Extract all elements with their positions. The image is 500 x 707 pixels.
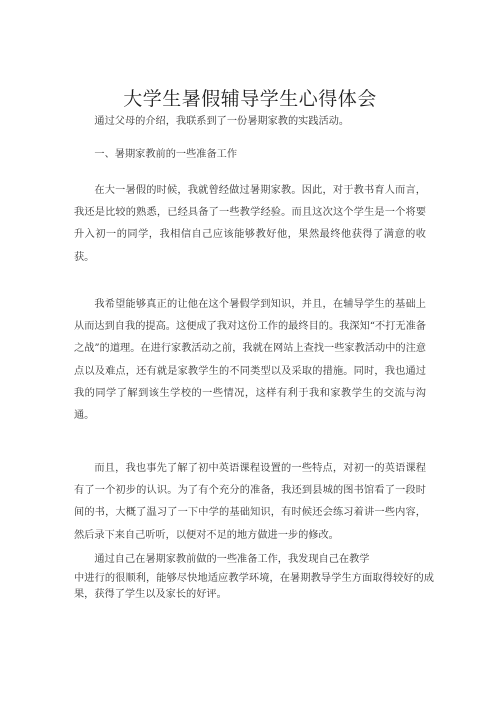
body-paragraph: 在大一暑假的时候，我就曾经做过暑期家教。因此，对于教书育人而言，我还是比较的熟悉，已经具备了一些教学经验。而且这次这个学生是一个将要升入初一的同学，我相信自己应该能够教好他，果然最终他获得了满意的收获。 bbox=[74, 185, 426, 263]
body-paragraph: 中进行的很顺利，能够尽快地适应教学环境，在暑期教导学生方面取得较好的成果，获得了学生以及家长的好评。 bbox=[74, 573, 434, 600]
body-paragraph: 我希望能够真正的让他在这个暑假学到知识，并且，在辅导学生的基础上从而达到自我的提高。这便成了我对这份工作的最终目的。我深知“不打无准备之战”的道理。在进行家教活动之前，我就在网站上查找一些家教活动中的注意点以及难点，还有就是家教学生的不同类型以及采取的措施。同时，我也通过我的同学了解到该生学校的一些情况，这样有利于我和家教学生的交流与沟通。 bbox=[74, 299, 426, 422]
body-paragraph: 通过自己在暑期家教前做的一些准备工作，我发现自己在教学 bbox=[94, 554, 370, 565]
intro-paragraph: 通过父母的介绍，我联系到了一份暑期家教的实践活动。 bbox=[94, 116, 350, 127]
body-paragraph: 而且，我也事先了解了初中英语课程设置的一些特点，对初一的英语课程有了一个初步的认识。为了有个充分的准备，我还到县城的图书馆看了一段时间的书，大概了温习了一下中学的基础知识，有时候还会练习着讲一些内容，然后录下来自己听听，以便对不足的地方做进一步的修改。 bbox=[74, 463, 426, 541]
section-heading: 一、暑期家教前的一些准备工作 bbox=[94, 149, 238, 160]
document-title: 大学生暑假辅导学生心得体会 bbox=[123, 88, 377, 110]
